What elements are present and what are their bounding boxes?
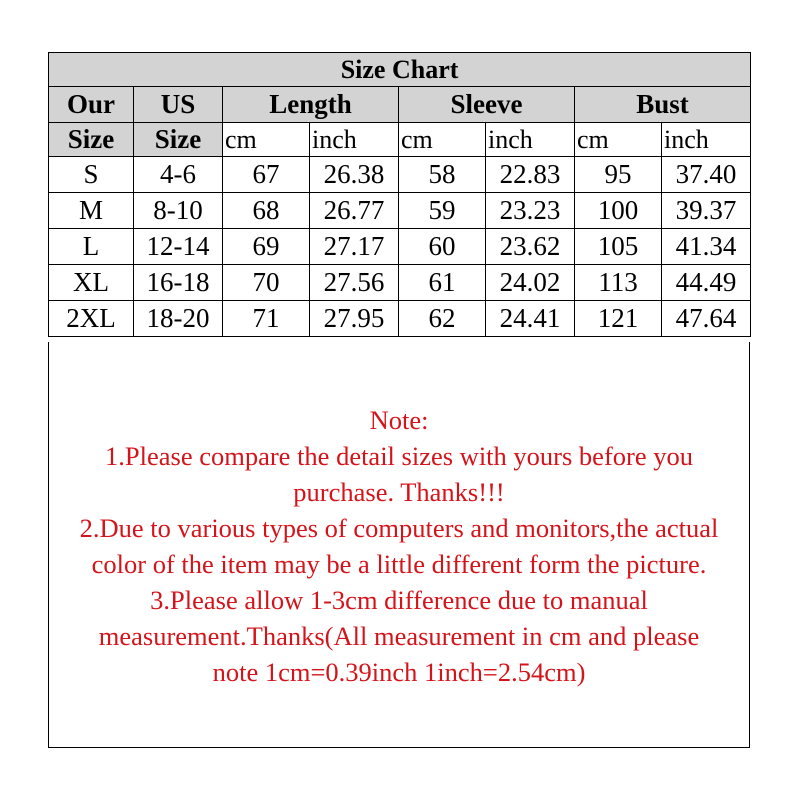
cell-bust-cm: 100 [575,193,662,229]
unit-sleeve-inch: inch [486,123,575,157]
unit-bust-cm: cm [575,123,662,157]
note-line: measurement.Thanks(All measurement in cm and please [98,621,700,651]
table-row [49,301,751,337]
cell-our-size: L [49,229,134,265]
unit-bust-inch: inch [662,123,751,157]
table-row [49,193,751,229]
cell-sleeve-cm: 59 [399,193,486,229]
cell-our-size: 2XL [49,301,134,337]
cell-sleeve-inch: 24.41 [486,301,575,337]
cell-bust-inch: 41.34 [662,229,751,265]
unit-sleeve-cm: cm [399,123,486,157]
unit-length-cm: cm [223,123,310,157]
cell-us-size: 12-14 [134,229,223,265]
chart-title: Size Chart [49,53,751,87]
cell-bust-cm: 95 [575,157,662,193]
cell-length-cm: 71 [223,301,310,337]
header-our-size-line1: Our [49,87,134,123]
cell-length-cm: 68 [223,193,310,229]
header-us-size-line1: US [134,87,223,123]
table-row [49,157,751,193]
cell-length-inch: 27.56 [310,265,399,301]
unit-length-inch: inch [310,123,399,157]
cell-length-cm: 67 [223,157,310,193]
cell-sleeve-inch: 24.02 [486,265,575,301]
header-our-size-line2: Size [49,123,134,157]
cell-us-size: 18-20 [134,301,223,337]
cell-length-inch: 27.17 [310,229,399,265]
note-line: color of the item may be a little different form the picture. [91,549,707,579]
note-line: note 1cm=0.39inch 1inch=2.54cm) [212,657,586,687]
cell-us-size: 16-18 [134,265,223,301]
cell-length-inch: 26.77 [310,193,399,229]
header-us-size-line2: Size [134,123,223,157]
header-sleeve: Sleeve [399,87,575,123]
table-row [49,229,751,265]
cell-sleeve-cm: 61 [399,265,486,301]
cell-our-size: XL [49,265,134,301]
cell-us-size: 8-10 [134,193,223,229]
header-length: Length [223,87,399,123]
note-line: 1.Please compare the detail sizes with yours before you [105,441,693,471]
note-line: 3.Please allow 1-3cm difference due to manual [150,585,648,615]
size-chart-table [48,52,751,337]
cell-bust-cm: 121 [575,301,662,337]
cell-bust-cm: 113 [575,265,662,301]
cell-sleeve-inch: 23.23 [486,193,575,229]
note-line: purchase. Thanks!!! [293,477,505,507]
cell-length-inch: 27.95 [310,301,399,337]
cell-bust-cm: 105 [575,229,662,265]
cell-our-size: S [49,157,134,193]
cell-sleeve-inch: 22.83 [486,157,575,193]
cell-our-size: M [49,193,134,229]
cell-sleeve-inch: 23.62 [486,229,575,265]
note-section [48,402,750,690]
cell-sleeve-cm: 58 [399,157,486,193]
cell-us-size: 4-6 [134,157,223,193]
cell-length-inch: 26.38 [310,157,399,193]
note-heading: Note: [369,405,429,435]
cell-sleeve-cm: 62 [399,301,486,337]
table-row [49,265,751,301]
cell-length-cm: 69 [223,229,310,265]
header-bust: Bust [575,87,751,123]
cell-bust-inch: 44.49 [662,265,751,301]
cell-bust-inch: 47.64 [662,301,751,337]
cell-length-cm: 70 [223,265,310,301]
cell-sleeve-cm: 60 [399,229,486,265]
note-line: 2.Due to various types of computers and monitors,the actual [79,513,719,543]
cell-bust-inch: 39.37 [662,193,751,229]
cell-bust-inch: 37.40 [662,157,751,193]
